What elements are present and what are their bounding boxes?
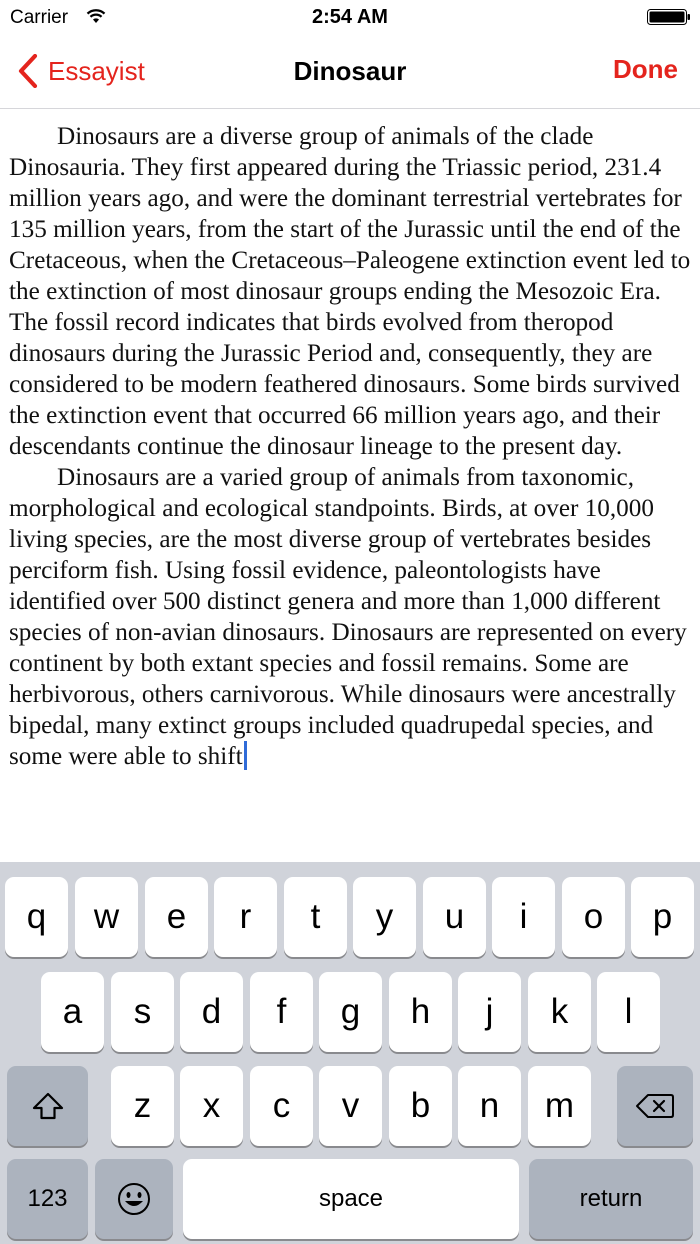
- key-label: return: [579, 1185, 643, 1212]
- paragraph: [9, 462, 693, 772]
- key-label: t: [310, 897, 321, 936]
- key-label: l: [624, 992, 633, 1031]
- key-label: h: [410, 992, 431, 1031]
- key-label: n: [479, 1086, 500, 1125]
- delete-key[interactable]: [617, 1066, 693, 1146]
- key-m[interactable]: [528, 1066, 591, 1146]
- key-t[interactable]: [284, 877, 347, 957]
- key-n[interactable]: [458, 1066, 521, 1146]
- status-time: 2:54 AM: [312, 6, 388, 28]
- key-u[interactable]: [423, 877, 486, 957]
- key-y[interactable]: [353, 877, 416, 957]
- key-label: r: [239, 897, 252, 936]
- space-key[interactable]: [183, 1159, 519, 1239]
- back-label: Essayist: [48, 55, 145, 86]
- key-label: k: [550, 992, 569, 1031]
- page-title: Dinosaur: [293, 56, 407, 86]
- shift-key[interactable]: [7, 1066, 88, 1146]
- key-f[interactable]: [250, 972, 313, 1052]
- key-r[interactable]: [214, 877, 277, 957]
- key-label: e: [166, 897, 187, 936]
- key-label: 123: [27, 1185, 68, 1212]
- key-label: b: [410, 1086, 431, 1125]
- key-label: w: [93, 897, 120, 936]
- key-label: g: [340, 992, 361, 1031]
- key-label: v: [341, 1086, 360, 1125]
- key-j[interactable]: [458, 972, 521, 1052]
- key-label: a: [62, 992, 83, 1031]
- key-label: x: [202, 1086, 221, 1125]
- numbers-key[interactable]: [7, 1159, 88, 1239]
- key-o[interactable]: [562, 877, 625, 957]
- key-p[interactable]: [631, 877, 694, 957]
- done-button[interactable]: Done: [613, 54, 678, 84]
- text-cursor: [244, 741, 247, 770]
- paragraph-text: Dinosaurs are a varied group of animals from taxonomic, morphological and ecological standpoints. Birds, at over 10,000 living species, are the most diverse group of vertebrates besides perciform fish. Using fossil evidence, paleontologists have identified over 500 distinct genera and more than 1,000 different species of non-avian dinosaurs. Dinosaurs are represented on every continent by both extant species and fossil remains. Some are herbivorous, others carnivorous. While dinosaurs were ancestrally bipedal, many extinct groups included quadrupedal species, and some were able to shift: [9, 464, 687, 770]
- key-label: f: [276, 992, 287, 1031]
- key-label: d: [201, 992, 222, 1031]
- paragraph: Dinosaurs are a diverse group of animals of the clade Dinosauria. They first appeared during the Triassic period, 231.4 million years ago, and were the dominant terrestrial vertebrates for 135 million years, from the start of the Jurassic until the end of the Cretaceous, when the Cretaceous–Paleogene extinction event led to the extinction of most dinosaur groups ending the Mesozoic Era. The fossil record indicates that birds evolved from theropod dinosaurs during the Jurassic Period and, consequently, they are considered to be modern feathered dinosaurs. Some birds survived the extinction event that occurred 66 million years ago, and their descendants continue the dinosaur lineage to the present day.: [9, 123, 691, 460]
- key-label: space: [318, 1185, 384, 1212]
- key-label: p: [652, 897, 673, 936]
- shift-icon: [31, 1091, 65, 1121]
- key-b[interactable]: [389, 1066, 452, 1146]
- key-label: j: [485, 992, 494, 1031]
- key-i[interactable]: [492, 877, 555, 957]
- key-s[interactable]: [111, 972, 174, 1052]
- navigation-bar: [0, 36, 700, 109]
- carrier-label: Carrier: [10, 7, 69, 28]
- key-a[interactable]: [41, 972, 104, 1052]
- key-label: s: [133, 992, 152, 1031]
- key-d[interactable]: [180, 972, 243, 1052]
- backspace-icon: [635, 1092, 675, 1120]
- key-label: z: [133, 1086, 152, 1125]
- key-label: q: [26, 897, 47, 936]
- status-bar: [0, 0, 700, 36]
- key-label: i: [519, 897, 528, 936]
- keyboard: [0, 862, 700, 1244]
- key-e[interactable]: [145, 877, 208, 957]
- key-w[interactable]: [75, 877, 138, 957]
- key-label: o: [583, 897, 604, 936]
- text-editor[interactable]: [9, 121, 693, 861]
- key-g[interactable]: [319, 972, 382, 1052]
- return-key[interactable]: [529, 1159, 693, 1239]
- key-x[interactable]: [180, 1066, 243, 1146]
- key-h[interactable]: [389, 972, 452, 1052]
- key-z[interactable]: [111, 1066, 174, 1146]
- key-c[interactable]: [250, 1066, 313, 1146]
- emoji-icon: [116, 1181, 152, 1217]
- key-label: y: [375, 897, 394, 936]
- key-q[interactable]: [5, 877, 68, 957]
- key-label: u: [444, 897, 465, 936]
- emoji-key[interactable]: [95, 1159, 173, 1239]
- key-label: c: [272, 1086, 291, 1125]
- key-label: m: [544, 1086, 575, 1125]
- battery-icon: [647, 9, 691, 25]
- key-l[interactable]: [597, 972, 660, 1052]
- key-k[interactable]: [528, 972, 591, 1052]
- key-v[interactable]: [319, 1066, 382, 1146]
